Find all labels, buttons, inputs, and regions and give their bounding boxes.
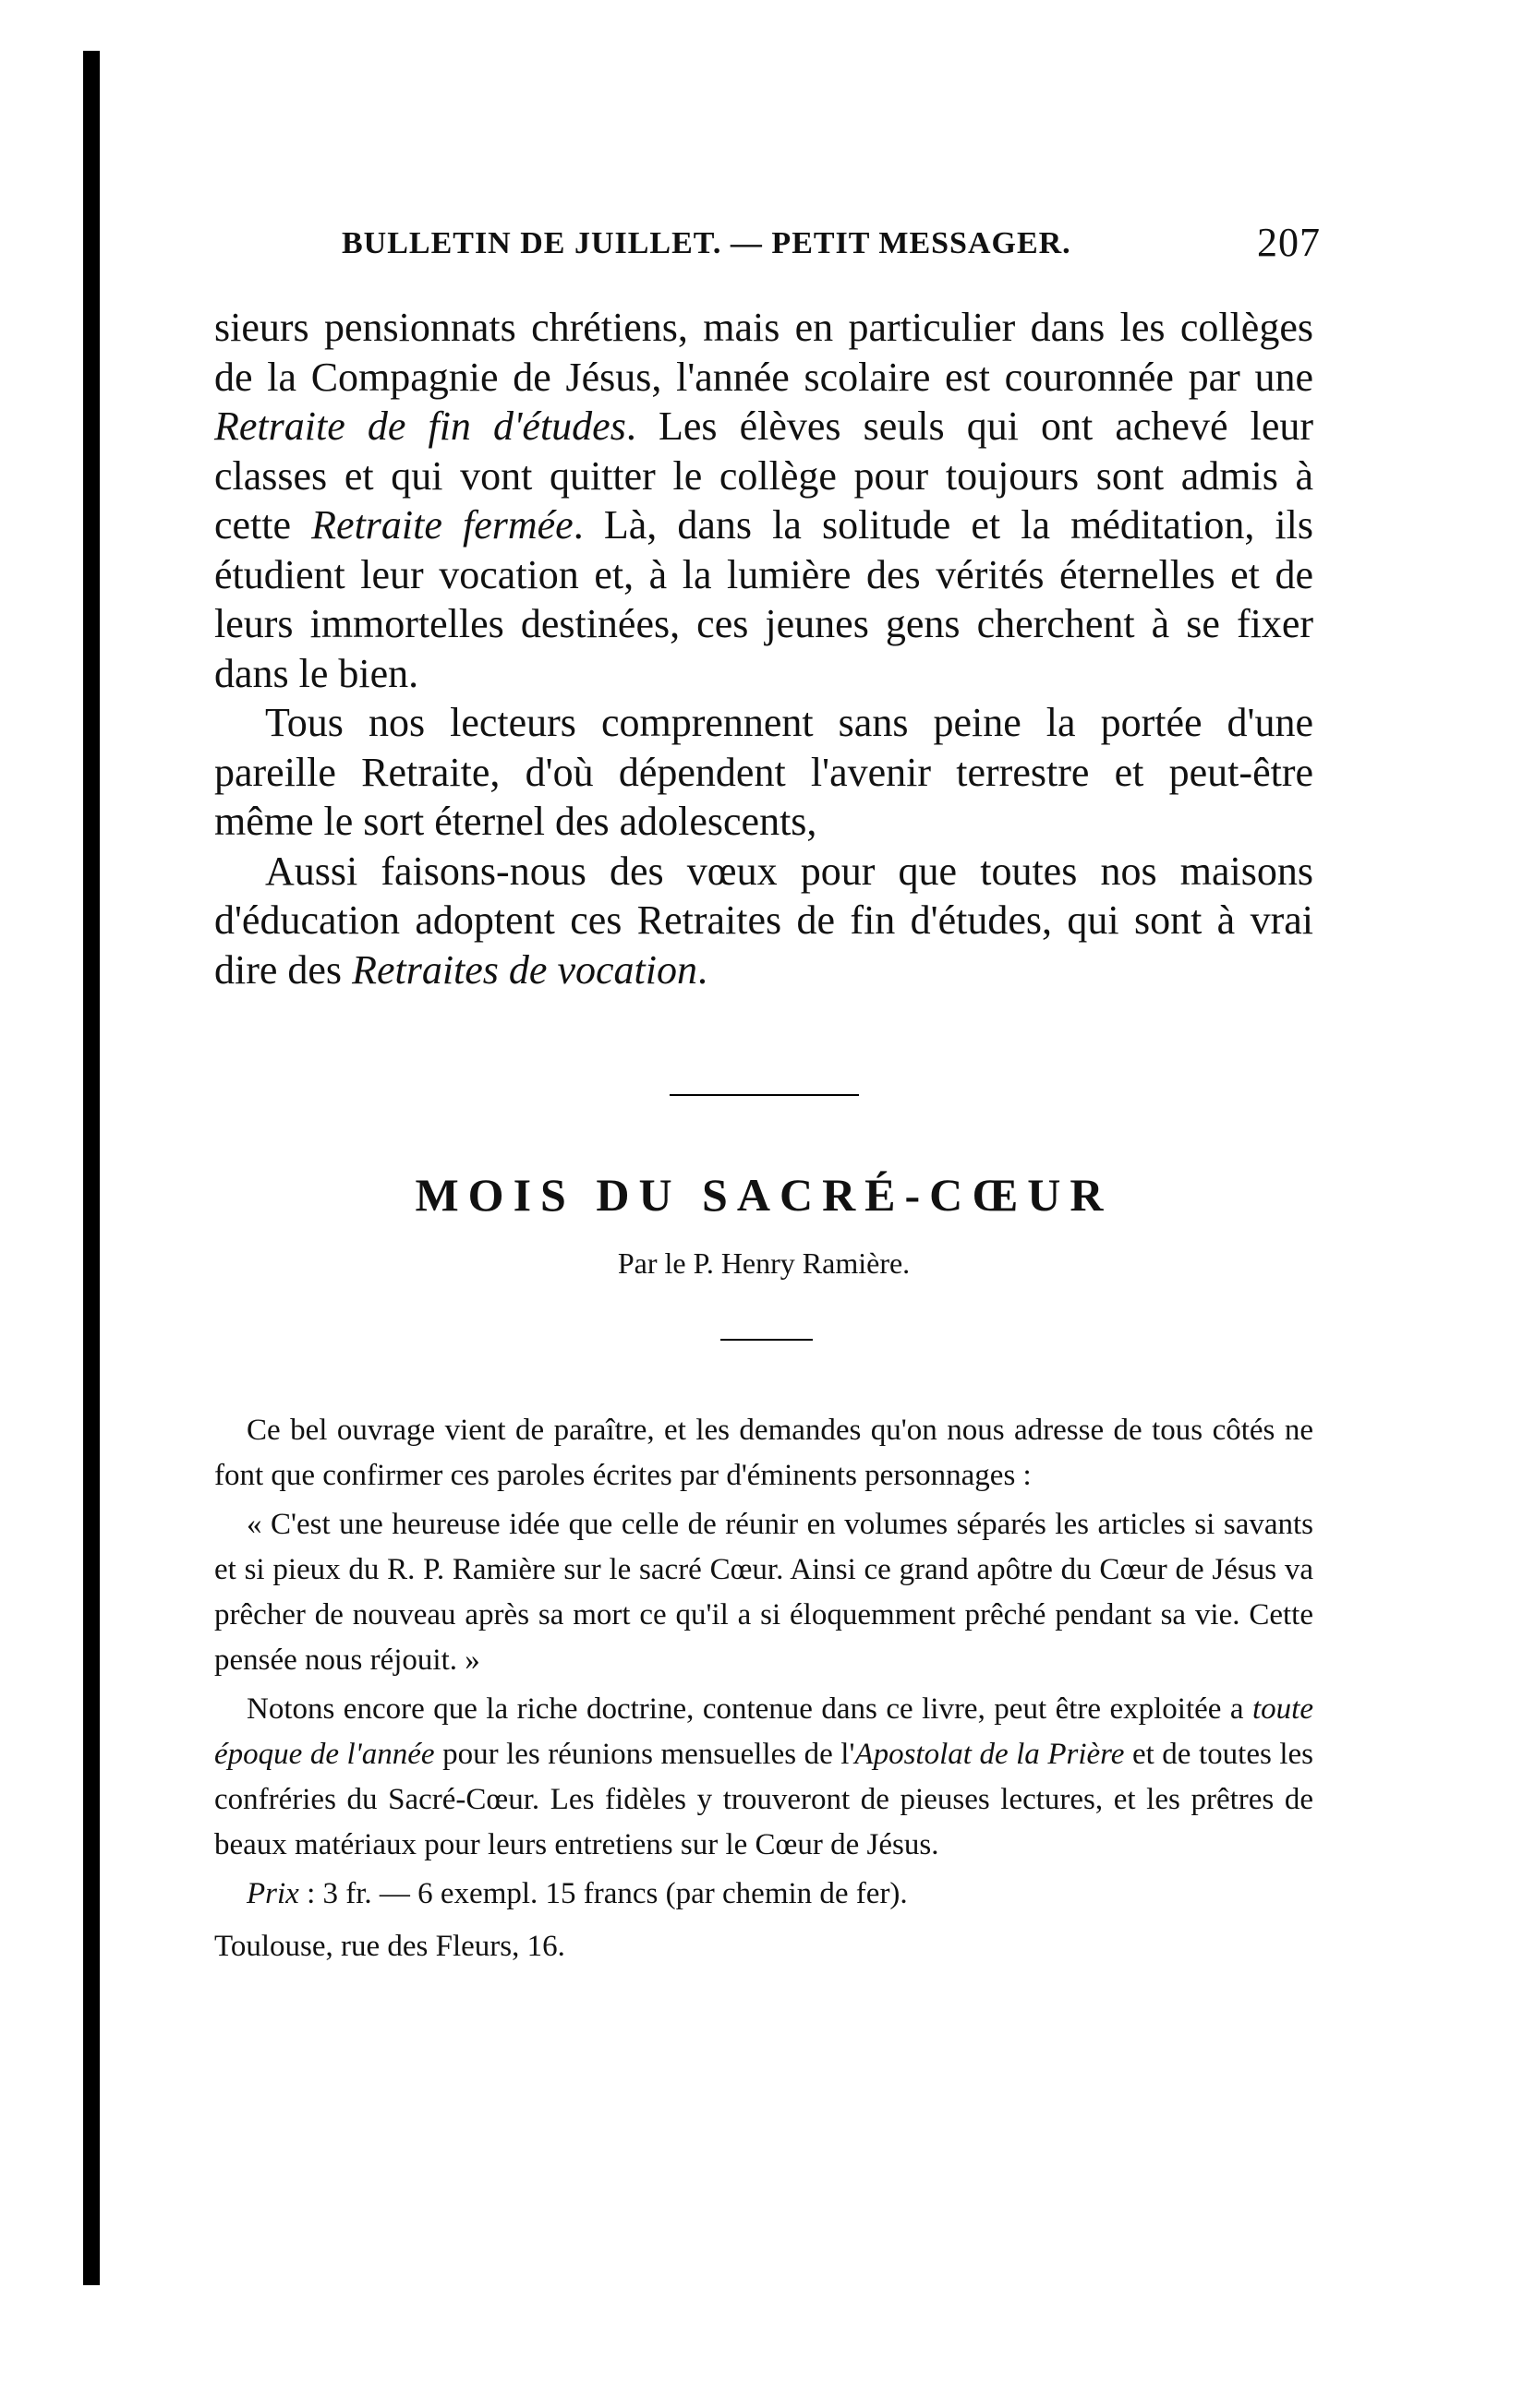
address-line: Toulouse, rue des Fleurs, 16. — [214, 1930, 565, 1963]
italic-run: Retraite de fin d'études — [214, 403, 626, 449]
text-run: et de toutes les confréries du Sacré-Cœur. Les fidèles y trouveront de pieuses lectures, et les prêtres de beaux matériaux pour leurs entretiens sur le Cœur de Jésus. — [214, 1738, 1313, 1861]
italic-run: Prix — [247, 1877, 299, 1910]
text-run: Aussi faisons-nous des vœux pour que toutes nos maisons d'éducation adoptent ces Retraites de fin d'études, qui sont à vrai dire des — [214, 848, 1313, 993]
running-title: BULLETIN DE JUILLET. — PETIT MESSAGER. — [342, 226, 1071, 260]
paragraph-1 — [214, 303, 1313, 698]
italic-run: toute époque de l'année — [214, 1692, 1313, 1771]
announcement-text — [214, 1408, 1313, 1973]
price-line — [214, 1872, 1313, 1917]
text-run: Notons encore que la riche doctrine, contenue dans ce livre, peut être exploitée a — [247, 1692, 1253, 1726]
text-run: pour les réunions mensuelles de l' — [434, 1738, 855, 1771]
running-header — [342, 220, 1321, 265]
byline: Par le P. Henry Ramière. — [617, 1246, 911, 1280]
page-edge-rule — [83, 51, 100, 2285]
paragraph-notes — [214, 1687, 1313, 1868]
italic-run: Apostolat de la Prière — [854, 1738, 1125, 1771]
text-run: sieurs pensionnats chrétiens, mais en particulier dans les collèges de la Compagnie de Jésus, l'année scolaire est couronnée par une — [214, 305, 1313, 400]
text-run: . — [696, 946, 707, 993]
text-run: . Là, dans la solitude et la méditation, ils étudient leur vocation et, à la lumière des vérités éternelles et de leurs immortelles destinées, ces jeunes gens cherchent à se fixer dans le bien. — [214, 502, 1313, 696]
paragraph-2: Tous nos lecteurs comprennent sans peine la portée d'une pareille Retraite, d'où dépendent l'avenir terrestre et peut-être même le sort éternel des adolescents, — [214, 700, 1313, 844]
paragraph-3 — [214, 847, 1313, 995]
paragraph-intro: Ce bel ouvrage vient de paraître, et les demandes qu'on nous adresse de tous côtés ne font que confirmer ces paroles écrites par d'éminents personnages : — [214, 1414, 1313, 1492]
text-run: . Les élèves seuls qui ont achevé leur classes et qui vont quitter le collège pour toujours sont admis à cette — [214, 403, 1314, 548]
quotation: « C'est une heureuse idée que celle de réunir en volumes séparés les articles si savants et si pieux du R. P. Ramière sur le sacré Cœur. Ainsi ce grand apôtre du Cœur de Jésus va prêcher de nouveau après sa mort ce qu'il a si éloquemment prêché pendant sa vie. Cette pensée nous réjouit. » — [214, 1508, 1313, 1677]
article-text — [214, 303, 1313, 994]
italic-run: Retraite fermée — [311, 502, 574, 548]
text-run: : 3 fr. — 6 exempl. 15 francs (par chemin de fer). — [298, 1877, 908, 1910]
italic-run: Retraites de vocation — [352, 946, 697, 993]
page-number: 207 — [1257, 220, 1321, 265]
separator-rule — [720, 1339, 813, 1341]
section-title: MOIS DU SACRÉ-CŒUR — [415, 1169, 1113, 1221]
separator-rule — [670, 1094, 859, 1096]
